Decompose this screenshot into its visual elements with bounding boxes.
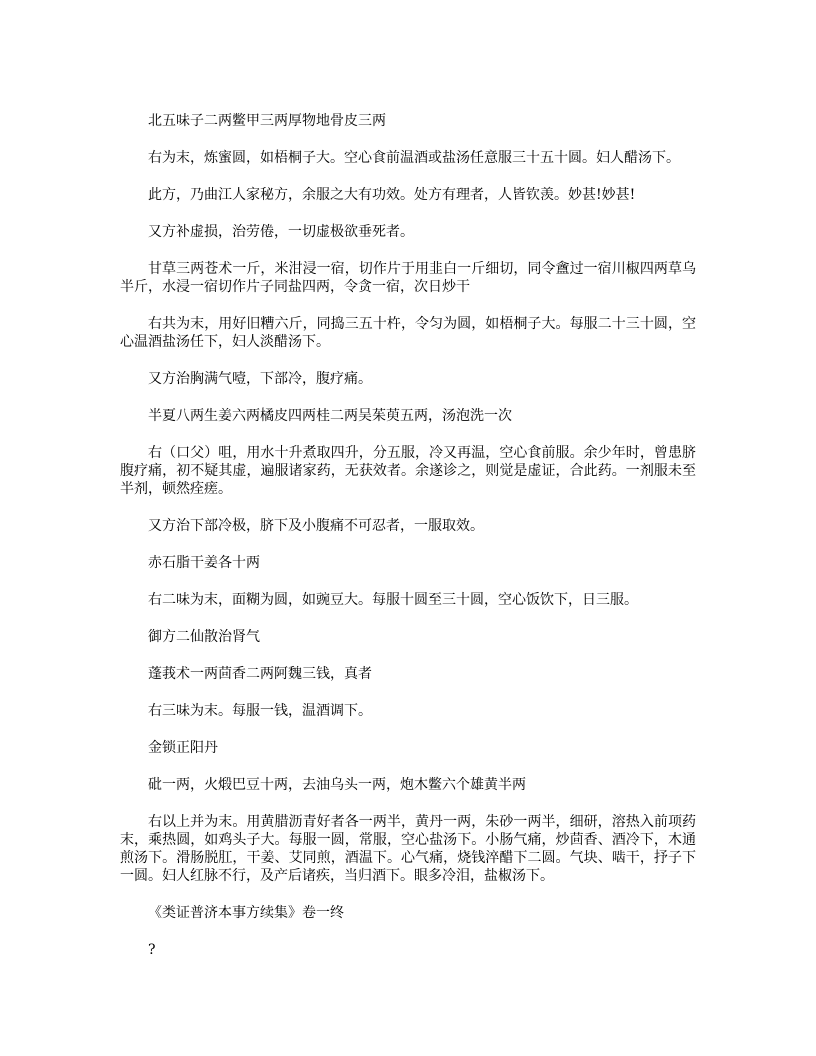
paragraph: 又方补虚损，治劳倦，一切虚极欲垂死者。 xyxy=(148,224,414,240)
paragraph: 右二味为末，面糊为圆，如豌豆大。每服十圆至三十圆，空心饭饮下，日三服。 xyxy=(148,592,638,608)
paragraph: 右（口父）咀，用水十升煮取四升，分五服，冷又再温，空心食前服。余少年时，曾患脐腹疗痛，初不疑其虚，遍服诸家药，无获效者。余遂诊之，则觉是虚证，合此药。一剂服未至半剂，顿然痊瘥。 xyxy=(120,445,696,497)
paragraph: 右共为末，用好旧糟六斤，同捣三五十杵，令匀为圆，如梧桐子大。每服二十三十圆，空心温酒盐汤任下，妇人淡醋汤下。 xyxy=(120,316,696,350)
paragraph: 半夏八两生姜六两橘皮四两桂二两吴茱萸五两，汤泡洗一次 xyxy=(148,408,512,424)
closing-line: 《类证普济本事方续集》卷一终 xyxy=(148,905,344,921)
document-body xyxy=(120,112,696,978)
paragraph: 甘草三两苍术一斤，米泔浸一宿，切作片于用韭白一斤细切，同令盦过一宿川椒四两草乌半斤，水浸一宿切作片子同盐四两，令贪一宿，次日炒干 xyxy=(120,261,696,295)
paragraph: 北五味子二两鳖甲三两厚物地骨皮三两 xyxy=(148,113,386,129)
paragraph: 蓬莪术一两茴香二两阿魏三钱，真者 xyxy=(148,666,372,682)
paragraph: 金锁正阳丹 xyxy=(148,740,218,756)
paragraph: 赤石脂干姜各十两 xyxy=(148,555,260,571)
trailing-mark: ? xyxy=(148,942,156,958)
paragraph: 御方二仙散治肾气 xyxy=(148,629,260,645)
paragraph: 右三味为末。每服一钱，温酒调下。 xyxy=(148,703,372,719)
paragraph: 右以上并为末。用黄腊沥青好者各一两半，黄丹一两，朱砂一两半，细研，溶热入前项药末，乘热圆，如鸡头子大。每服一圆，常服，空心盐汤下。小肠气痛，炒茴香、酒冷下，木通煎汤下。滑肠脱肛，干姜、艾同煎，酒温下。心气痛，烧钱淬醋下二圆。气块、啮干，抒子下一圆。妇人红脉不行，及产后诸疾，当归酒下。眼多冷泪，盐椒汤下。 xyxy=(120,814,696,884)
paragraph: 又方治胸满气噎，下部冷，腹疗痛。 xyxy=(148,371,372,387)
paragraph: 此方，乃曲江人家秘方，余服之大有功效。处方有理者，人皆钦羡。妙甚!妙甚! xyxy=(148,187,636,203)
paragraph: 又方治下部冷极，脐下及小腹痛不可忍者，一服取效。 xyxy=(148,518,484,534)
paragraph: 砒一两，火煅巴豆十两，去油乌头一两，炮木鳖六个雄黄半两 xyxy=(148,777,526,793)
paragraph: 右为末，炼蜜圆，如梧桐子大。空心食前温酒或盐汤任意服三十五十圆。妇人醋汤下。 xyxy=(148,150,680,166)
